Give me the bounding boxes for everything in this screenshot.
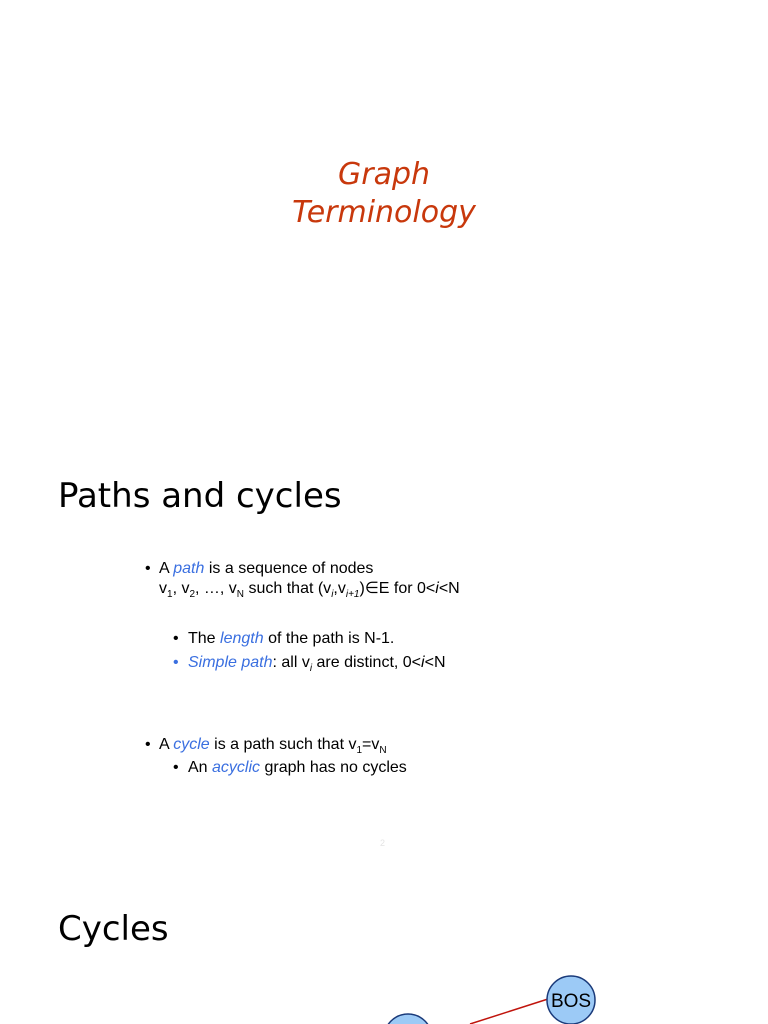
page-number: 2	[380, 838, 386, 848]
path-definition-bullet	[145, 559, 705, 599]
paths-and-cycles-heading: Paths and cycles	[58, 476, 342, 516]
cycles-graph	[0, 960, 768, 1024]
graph-edge	[470, 999, 548, 1024]
path-term: path	[173, 560, 205, 577]
path-subbullets	[145, 629, 705, 673]
simple-path-bullet: • Simple path: all $v_i$ are distinct, 0<i<N	[145, 653, 705, 673]
acyclic-bullet: • An acyclic graph has no cycles	[145, 758, 705, 778]
simple-path-term: Simple path	[188, 654, 273, 671]
length-term: length	[220, 630, 264, 647]
length-bullet: • The length of the path is N-1.	[145, 629, 705, 649]
path-bullet: • A path is a sequence of nodes $v_1$, $v_2$, …, $v_N$ such that $(v_i,v_{i+1})\in E$ for 0<i<N	[145, 559, 705, 599]
slide-title-line1: Graph	[337, 157, 431, 192]
acyclic-term: acyclic	[212, 759, 261, 776]
graph-node-label: BOS	[550, 991, 592, 1012]
cycle-bullet: • A cycle is a path such that $v_1=v_N$	[145, 735, 705, 755]
graph-node	[384, 1014, 432, 1024]
cycle-definition	[145, 735, 705, 778]
slide-title	[0, 156, 768, 232]
slide-title-line2: Terminology	[292, 195, 476, 230]
cycle-term: cycle	[173, 736, 210, 753]
cycles-heading: Cycles	[58, 909, 169, 949]
